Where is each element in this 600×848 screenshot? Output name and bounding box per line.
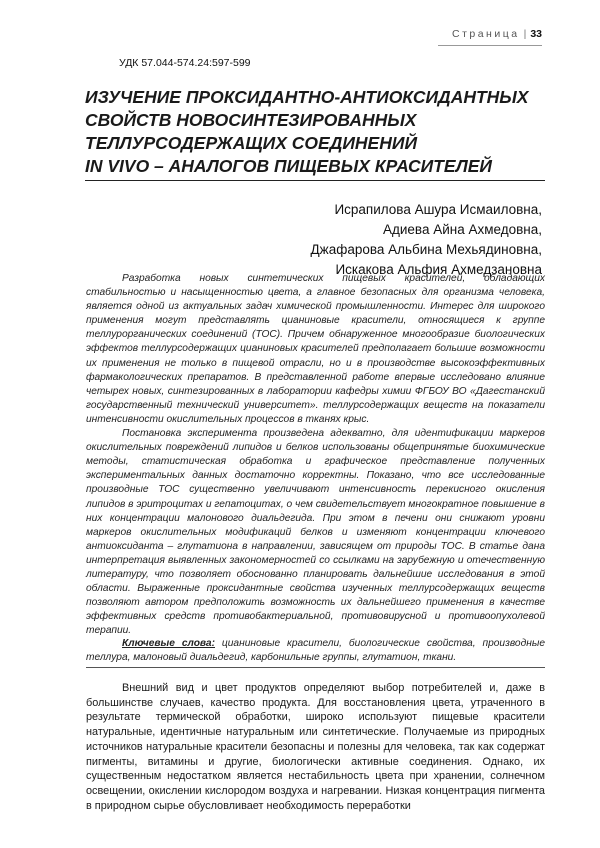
abstract [86,272,545,638]
title-line: ТЕЛЛУРСОДЕРЖАЩИХ СОЕДИНЕНИЙ [85,133,418,153]
author-name: Исрапилова Ашура Исмаиловна, [334,202,542,217]
abstract-paragraph: Постановка эксперимента произведена адекватно, для идентификации маркеров окислительных повреждений липидов и белков использованы общепринятые биохимические методы, статистическая обработка и графическое представление полученных экспериментальных данных достаточно корректны. Показано, что все исследованные производные ТОС существенно увеличивают интенсивность перекисного окисления липидов в эритроцитах и гепатоцитах, о чем свидетельствует многократное повышение в них концентрации малонового диальдегида. При этом в печени они снижают уровни маркеров окислительных модификаций белков и изменяют концентрации ключевого антиоксиданта – глутатиона в направлении, зависящем от природы ТОС. В статье дана интерпретация выявленных закономерностей со ссылками на зарубежную и отечественную литературу, что позволяет обоснованно планировать дальнейшие исследования в этой области. Выраженные проксидантные свойства изученных теллурсодержащих веществ позволяют автором предположить возможность их дальнейшего применения в качестве эффективных средств противобактериальной, противовирусной и противоопухолевой терапии. [86,428,545,637]
author-list [122,200,542,280]
udk-code: УДК 57.044-574.24:597-599 [119,57,251,69]
title-rule [85,180,545,181]
abstract-paragraph: Разработка новых синтетических пищевых красителей, обладающих стабильностью и насыщенностью цвета, а главное безопасных для организма человека, является одной из актуальных задач химической промышленности. Интерес для широкого применения могут представлять цианиновые красители, относящиеся к группе теллурорганических соединений (ТОС). Причем обнаруженное многообразие биологических эффектов теллурсодержащих цианиновых красителей предполагает большие возможности их применения не только в пищевой отрасли, но и в производстве высокоэффективных фармакологических препаратов. В представленной работе впервые исследовано влияние четырех новых, синтезированных в лаборатории кафедры химии ФГБОУ ВО «Дагестанский государственный технический университет». теллурсодержащих веществ на показатели интенсивности окислительных процессов в тканях крыс. [86,273,545,425]
author-name: Искакова Альфия Ахмедзановна [335,262,542,277]
header-rule [438,45,542,46]
page-label: Страница [451,28,520,40]
title-line: СВОЙСТВ НОВОСИНТЕЗИРОВАННЫХ [85,110,417,130]
author-name: Адиева Айна Ахмедовна, [383,222,542,237]
title-line: ИЗУЧЕНИЕ ПРОКСИДАНТНО-АНТИОКСИДАНТНЫХ [85,87,529,107]
page-separator: | [523,28,527,40]
body-paragraph: Внешний вид и цвет продуктов определяют выбор потребителей и, даже в большинстве случаев, качество продукта. Для восстановления цвета, утраченного в результате термической обработки, широко используют пищевые красители натуральные, идентичные натуральным или синтетические. Получаемые из природных источников натуральные красители безопасны и полезны для человека, так как содержат пигменты, витамины и другие, биологически активные соединения. Однако, их существенным недостатком является нестабильность цвета при хранении, солнечном освещении, окислении кислородом воздуха и нагревании. Низкая концентрация пигмента в природном сырье обусловливает необходимость переработки [86,682,545,812]
body-text [86,681,545,813]
title-line: IN VIVO – АНАЛОГОВ ПИЩЕВЫХ КРАСИТЕЛЕЙ [85,156,493,176]
page-number: 33 [530,28,542,40]
keywords-text: цианиновые красители, биологические свойства, производные теллура, малоновый диальдегид, карбонильные группы, глутатион, ткани. [86,638,545,664]
author-name: Джафарова Альбина Мехьядиновна, [310,242,542,257]
keywords-rule [86,667,545,668]
page-header [452,28,542,40]
keywords-label: Ключевые слова: [122,638,215,649]
keywords [86,637,545,665]
article-title [85,86,545,178]
